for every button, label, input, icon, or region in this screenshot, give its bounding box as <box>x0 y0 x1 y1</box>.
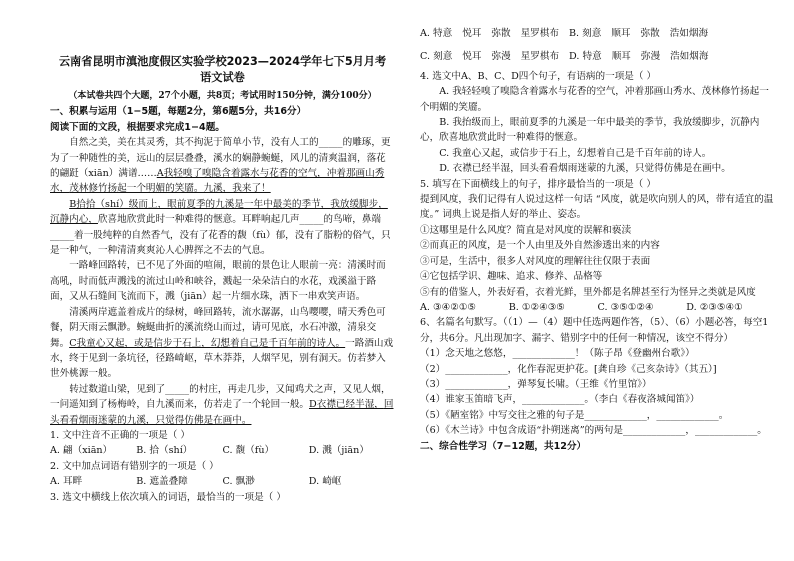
option-d: D. ②③⑤④① <box>686 301 743 313</box>
question-6-3: （3）_____________，弹琴复长啸。（王维《竹里馆》） <box>420 378 652 390</box>
option-a: A. 翩（xiān） <box>50 445 113 457</box>
option-a: A. ③④②①⑤ <box>420 301 477 313</box>
option-text: 弥漫 <box>640 51 661 63</box>
right-column <box>420 26 775 454</box>
option-text: B. 刻意 <box>568 28 602 39</box>
question-5-item: ⑤有的借鉴人，外表好看，衣着光鲜，里外都是名牌甚至行为怪异之类就是风度 <box>420 286 756 298</box>
question-4-option-d: D. 衣襟已经半湿，回头看看烟雨迷蒙的九溪，只觉得仿佛是在画中。 <box>439 163 731 175</box>
question-6-6: （6）《木兰诗》中包含成语“扑朔迷离”的两句是_____________，_____________。 <box>420 425 767 437</box>
question-5-item: ①这哪里是什么风度？简直是对风度的误解和亵渎 <box>420 224 632 236</box>
question-5-item: ③可是，生活中，很多人对风度的理解往往仅限于表面 <box>420 255 651 267</box>
option-d: D. 崎岖 <box>308 476 342 488</box>
option-c: C. 馥（fù） <box>222 445 275 457</box>
option-c: C. 飘渺 <box>222 476 255 488</box>
question-1: 1. 文中注音不正确的一项是（ ） <box>50 429 190 441</box>
passage-paragraph-1: 自然之美，美在其灵秀，其不拘泥于简单小节，没有人工的_____的雕琢，更为了一种随性的美，远山的层层叠叠，溪水的娴静蜿蜒，风儿的清爽温润，落花的翩跹（xiān）满谱……A我轻嗅了嗅隐含着露水与花香的空气，冲着那画山秀水，茂林修竹扬起一个明媚的笑靥。九溪，我来了！ <box>50 137 391 195</box>
option-text: 浩如烟海 <box>669 28 709 39</box>
sentence-b: B拾拾（shí）级而上，眼前夏季的九溪是一年中最美的季节，我放缓脚步，沉静内心， <box>50 198 388 226</box>
title-line-1: 云南省昆明市滇池度假区实验学校2023—2024学年七下5月月考 <box>58 55 387 68</box>
option-d: D. 溅（jiān） <box>308 445 369 457</box>
question-5-text: 提到风度，我们记得有人说过这样一句话 “风度，就是吹向别人的风，带有适宜的温度。” 词典上说是指人好的举止、姿态。 <box>420 194 774 221</box>
option-text: 顺耳 <box>611 28 631 39</box>
sentence-c: C我童心又起，或是信步于石上，幻想着自己是千百年前的诗人。 <box>69 337 346 349</box>
left-column <box>50 0 395 505</box>
option-text: 浩如烟海 <box>670 51 709 63</box>
question-1-options <box>50 443 395 458</box>
section-2-heading: 二、综合性学习（7−12题，共12分） <box>420 440 587 452</box>
question-4-option-b: B. 我抬级而上，眼前夏季的九溪是一年中最美的季节，我放缓脚步，沉静内心，欣喜地欣赏此时一种难得的惬意。 <box>420 117 760 144</box>
question-4: 4. 选文中A、B、C、D四个句子，有语病的一项是（ ） <box>420 70 657 82</box>
option-text: 弥漫 <box>491 51 511 63</box>
question-5-options <box>420 300 775 315</box>
option-text: 星罗棋布 <box>520 51 560 63</box>
sentence-a: A我轻嗅了嗅隐含着露水与花香的空气，冲着那画山秀水， <box>50 168 385 195</box>
option-text: D. 特意 <box>569 51 602 63</box>
option-text: 星罗棋布 <box>520 28 559 39</box>
question-5-item: ②而真正的风度，是一个人由里及外自然渗透出来的内容 <box>420 240 660 252</box>
question-6-2: （2）_____________，化作春泥更护花。[龚自珍《己亥杂诗》（其五）] <box>420 363 717 375</box>
question-3-options-row-1 <box>420 26 775 41</box>
option-a: A. 耳畔 <box>50 476 83 488</box>
option-text: A. 特意 <box>420 28 453 39</box>
option-b: B. 拾（shí） <box>136 445 193 457</box>
question-2: 2. 文中加点词语有错别字的一项是（ ） <box>50 460 219 472</box>
option-text: 弥散 <box>640 28 660 39</box>
section-1-heading: 一、积累与运用（1−5题，每题2分，第6题5分，共16分） <box>50 106 307 118</box>
question-4-option-a: A. 我轻轻嗅了嗅隐含着露水与花香的空气，冲着那画山秀水、茂林修竹扬起一个明媚的笑靥。 <box>420 86 769 113</box>
title-line-2: 语文试卷 <box>200 71 245 84</box>
option-text: 顺耳 <box>611 51 631 63</box>
reading-instruction: 阅读下面的文段，根据要求完成1−4题。 <box>50 121 225 133</box>
question-5: 5. 填写在下面横线上的句子，排序最恰当的一项是（ ） <box>420 178 656 190</box>
option-text: C. 刻意 <box>420 51 453 63</box>
question-6-5: （5）《陋室铭》中写交往之雅的句子是_____________，_____________。 <box>420 409 729 421</box>
question-3-options-row-2 <box>420 49 775 64</box>
question-2-options <box>50 474 395 489</box>
question-6-1: （1）念天地之悠悠，_____________！（陈子昂《登幽州台歌》） <box>420 348 695 360</box>
option-text: 悦耳 <box>462 28 482 39</box>
passage-paragraph-4: 清溪两岸遮盖着成片的绿树，峰回路转，流水潺潺，山鸟嘤嘤，晴天秀色可餐，阴天雨云飘渺。蜿蜒曲折的溪流绕山而过，请可见底，水石冲激，清泉交舞。C我童心又起，或是信步于石上，幻想着自己是千百年前的诗人。一路酒山戏水，终于见到一条坑径，径路崎岖，草木莽莽，人烟罕见，别有洞天。仿若梦入世外桃源一般。 <box>50 306 394 380</box>
option-c: C. ③⑤①②④ <box>597 301 654 313</box>
passage-paragraph-2: B拾拾（shí）级而上，眼前夏季的九溪是一年中最美的季节，我放缓脚步，沉静内心，欣喜地欣赏此时一种难得的惬意。耳畔响起几声_____的鸟啼，鼻端_____着一股纯粹的自然香气，没有了花香的馥（fù）郁，没有了脂粉的俗气，只是一种气，一种清清爽爽沁人心脾挥之不去的气息。 <box>50 198 391 257</box>
passage-paragraph-3: 一路峰回路转，已不见了外面的喧闹，眼前的景色让人眼前一亮：清溪时而高吼，时而低声溅浅的流过山岭和峡谷，溅起一朵朵洁白的水花，戏溪溢于路面，又从石缝间飞流而下，溅（jiān）起一片细水珠，洒下一串欢笑声语。 <box>50 260 386 303</box>
exam-title <box>50 54 395 86</box>
exam-note: （本试卷共四个大题，27个小题，共8页；考试用时150分钟，满分100分） <box>68 91 377 101</box>
option-b: B. ①②④③⑤ <box>508 301 565 313</box>
question-3: 3. 选文中横线上依次填入的词语，最恰当的一项是（ ） <box>50 491 286 503</box>
sentence-d: D衣襟已经半湿， <box>309 399 384 411</box>
option-b: B. 遮盖叠障 <box>136 476 188 488</box>
question-6: 6、名篇名句默写。（（1）—（4）题中任选两题作答，（5）、（6）小题必答，每空1分，共6分。凡出现加字、漏字、错别字中的任何一种情况，该空不得分） <box>420 317 769 344</box>
question-6-4: （4）谁家玉笛暗飞声，_____________。（李白《春夜洛城闻笛》） <box>420 394 700 406</box>
option-text: 悦耳 <box>462 51 482 63</box>
option-text: 弥散 <box>491 28 511 39</box>
question-5-item: ④它包括学识、趣味、追求、修养、品格等 <box>420 271 603 283</box>
question-4-option-c: C. 我童心又起，或信步于石上，幻想着自己是千百年前的诗人。 <box>439 147 712 159</box>
passage-paragraph-5: 转过数道山梁，见到了_____的村庄，再走几步，又闻鸡犬之声，又见人烟，一问遥知到了杨梅岭，自九溪而来，仿若走了一个轮回一般。D衣襟已经半湿，回头看看烟雨迷蒙的九溪，只觉得仿佛是在画中。 <box>50 383 394 426</box>
